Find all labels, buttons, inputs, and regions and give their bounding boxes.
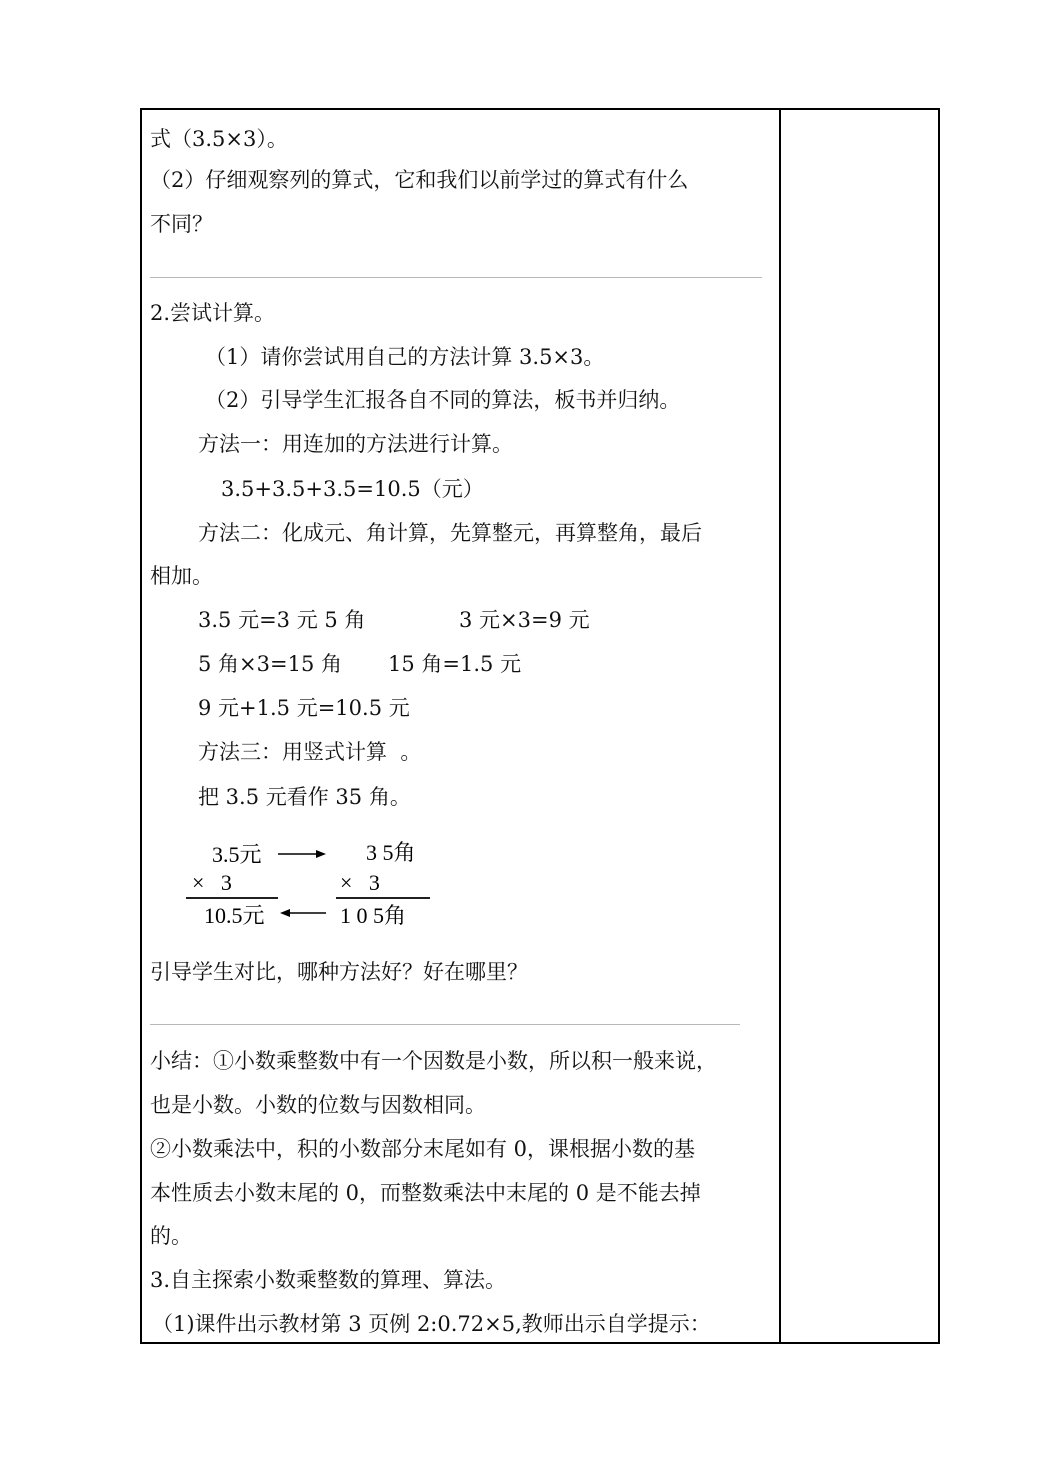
text-line: 本性质去小数末尾的 0，而整数乘法中末尾的 0 是不能去掉 [150, 1181, 701, 1205]
text-line: 3.5+3.5+3.5=10.5（元） [221, 477, 484, 501]
text-line: 3.5 元=3 元 5 角 [198, 608, 366, 632]
figure-right-top: 3 5角 [366, 840, 416, 865]
vertical-calculation-figure [170, 835, 460, 935]
text-line: 15 角=1.5 元 [388, 652, 522, 676]
text-line: （2）引导学生汇报各自不同的算法，板书并归纳。 [205, 388, 681, 412]
figure-right-result: 1 0 5角 [340, 903, 407, 928]
text-line: （2）仔细观察列的算式，它和我们以前学过的算式有什么 [150, 168, 689, 192]
answer-rule [150, 277, 762, 278]
text-line: 方法二：化成元、角计算，先算整元，再算整角，最后 [198, 521, 702, 545]
figure-left-mult: × 3 [192, 870, 232, 895]
arrow-right-head [316, 850, 326, 858]
text-line: 也是小数。小数的位数与因数相同。 [150, 1093, 486, 1117]
text-line: 把 3.5 元看作 35 角。 [198, 785, 411, 809]
text-line: 方法一：用连加的方法进行计算。 [198, 432, 513, 456]
text-line: （1）请你尝试用自己的方法计算 3.5×3。 [205, 345, 605, 369]
text-line: 2.尝试计算。 [150, 301, 276, 325]
text-line: 5 角×3=15 角 [198, 652, 342, 676]
text-line: 相加。 [150, 564, 213, 588]
text-line: 引导学生对比，哪种方法好？好在哪里？ [150, 960, 528, 984]
text-line: 式（3.5×3）。 [150, 127, 288, 151]
answer-rule [150, 1024, 740, 1025]
text-line: 9 元+1.5 元=10.5 元 [198, 696, 410, 720]
text-line: 3.自主探索小数乘整数的算理、算法。 [150, 1268, 507, 1292]
text-line: 的。 [150, 1224, 192, 1248]
text-line: 3 元×3=9 元 [459, 608, 590, 632]
text-line: 不同？ [150, 212, 213, 236]
text-line: ②小数乘法中，积的小数部分末尾如有 0，课根据小数的基 [150, 1137, 696, 1161]
text-line: （1)课件出示教材第 3 页例 2:0.72×5,教师出示自学提示： [152, 1312, 711, 1336]
text-line: 小结：①小数乘整数中有一个因数是小数，所以积一般来说， [150, 1049, 717, 1073]
figure-left-result: 10.5元 [204, 903, 265, 928]
figure-left-top: 3.5元 [212, 842, 262, 867]
figure-right-mult: × 3 [340, 870, 380, 895]
column-divider [779, 108, 781, 1344]
text-line: 方法三：用竖式计算 。 [198, 740, 422, 764]
